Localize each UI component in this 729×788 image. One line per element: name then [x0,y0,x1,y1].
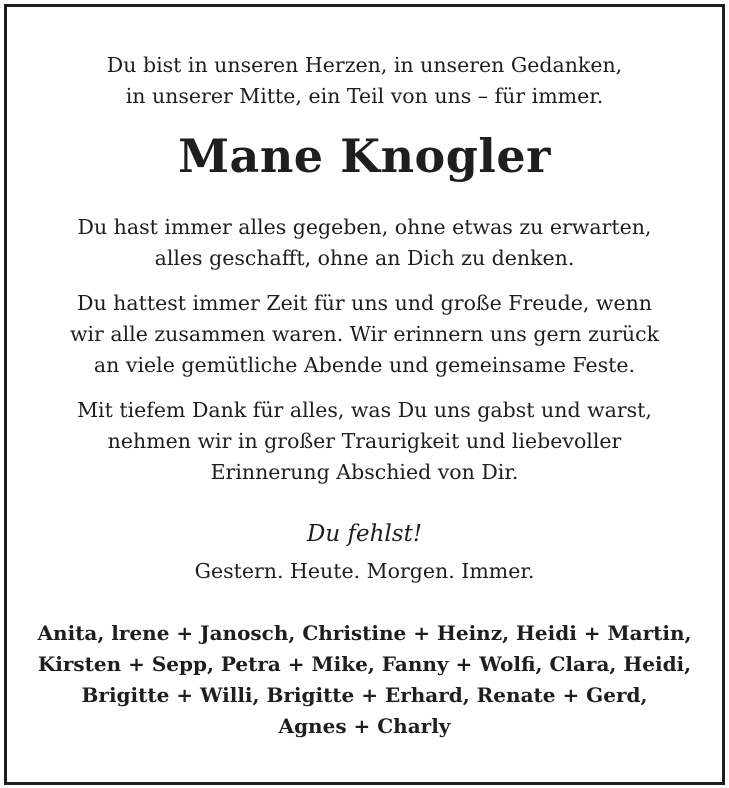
signature-line: Kirsten + Sepp, Petra + Mike, Fanny + Wolfi, Clara, Heidi, [37,652,692,676]
paragraph-devotion [0,212,729,274]
closing-subtitle: Gestern. Heute. Morgen. Immer. [194,559,535,583]
paragraph-line: Erinnerung Abschied von Dir. [210,460,519,484]
signature-line: Brigitte + Willi, Brigitte + Erhard, Renate + Gerd, [81,683,648,707]
intro-quote [0,50,729,112]
paragraph-farewell [0,395,729,488]
signature-line: Anita, lrene + Janosch, Christine + Heinz, Heidi + Martin, [37,621,692,645]
paragraph-line: Du hast immer alles gegeben, ohne etwas zu erwarten, [77,215,652,239]
intro-line: Du bist in unseren Herzen, in unseren Gedanken, [106,53,623,77]
paragraph-line: wir alle zusammen waren. Wir erinnern uns gern zurück [69,322,660,346]
paragraph-line: nehmen wir in großer Traurigkeit und liebevoller [107,429,622,453]
closing-title: Du fehlst! [306,521,423,547]
signatures [0,618,729,742]
paragraph-line: alles geschafft, ohne an Dich zu denken. [154,246,575,270]
paragraph-line: an viele gemütliche Abende und gemeinsame Feste. [93,353,636,377]
deceased-name: Mane Knogler [178,129,551,183]
paragraph-line: Mit tiefem Dank für alles, was Du uns gabst und warst, [77,398,652,422]
paragraph-memories [0,288,729,381]
intro-line: in unserer Mitte, ein Teil von uns – für immer. [125,84,604,108]
paragraph-line: Du hattest immer Zeit für uns und große Freude, wenn [77,291,652,315]
signature-line: Agnes + Charly [278,714,451,738]
